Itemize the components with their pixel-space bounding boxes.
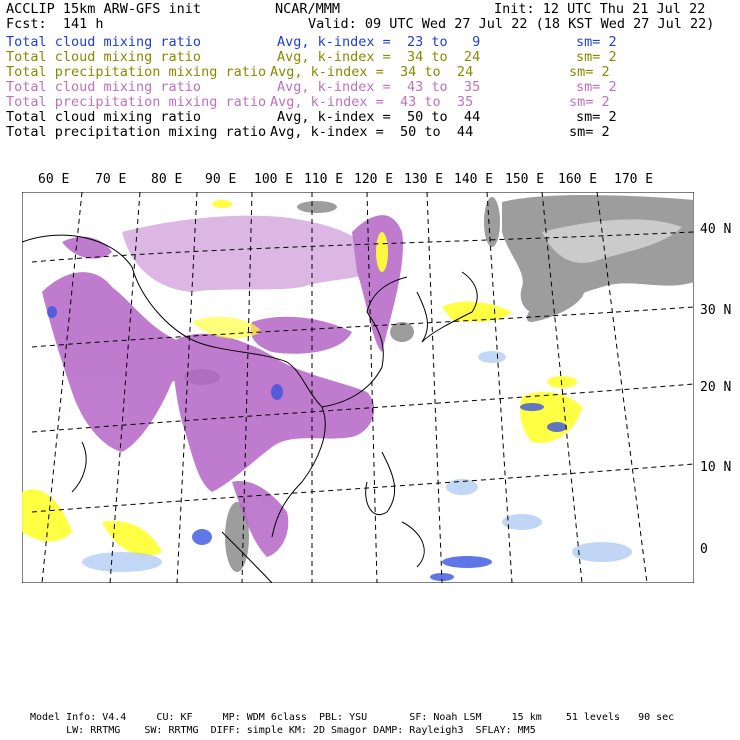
lon-label-70e: 70 E <box>95 172 127 187</box>
legend-avg-5: Avg, k-index = 43 to 35 <box>270 94 474 110</box>
legend-sm-4: sm= 2 <box>576 79 617 95</box>
lon-label-120e: 120 E <box>354 172 394 187</box>
legend-field-6: Total cloud mixing ratio <box>6 109 202 125</box>
lat-label-20n: 20 N <box>700 380 732 395</box>
legend-sm-3: sm= 2 <box>569 64 610 80</box>
legend-avg-1: Avg, k-index = 23 to 9 <box>277 34 481 50</box>
lat-label-10n: 10 N <box>700 460 732 475</box>
legend-sm-6: sm= 2 <box>576 109 617 125</box>
lon-label-130e: 130 E <box>404 172 444 187</box>
lon-label-140e: 140 E <box>454 172 494 187</box>
model-info-line-2: LW: RRTMG SW: RRTMG DIFF: simple KM: 2D Smagor DAMP: Rayleigh3 SFLAY: MM5 <box>30 725 536 736</box>
legend-avg-6: Avg, k-index = 50 to 44 <box>277 109 481 125</box>
legend-avg-3: Avg, k-index = 34 to 24 <box>270 64 474 80</box>
lon-label-80e: 80 E <box>151 172 183 187</box>
legend-field-2: Total cloud mixing ratio <box>6 49 202 65</box>
org-label: NCAR/MMM <box>275 1 341 17</box>
valid-time: Valid: 09 UTC Wed 27 Jul 22 (18 KST Wed 27 Jul 22) <box>308 16 715 32</box>
legend-field-5: Total precipitation mixing ratio <box>6 94 267 110</box>
legend-field-7: Total precipitation mixing ratio <box>6 124 267 140</box>
legend-field-4: Total cloud mixing ratio <box>6 79 202 95</box>
lon-label-110e: 110 E <box>304 172 344 187</box>
lon-label-170e: 170 E <box>614 172 654 187</box>
lat-label-40n: 40 N <box>700 222 732 237</box>
model-title: ACCLIP 15km ARW-GFS init <box>6 1 202 17</box>
init-time: Init: 12 UTC Thu 21 Jul 22 <box>494 1 706 17</box>
legend-sm-5: sm= 2 <box>569 94 610 110</box>
legend-sm-7: sm= 2 <box>569 124 610 140</box>
legend-sm-2: sm= 2 <box>576 49 617 65</box>
legend-avg-4: Avg, k-index = 43 to 35 <box>277 79 481 95</box>
legend-sm-1: sm= 2 <box>576 34 617 50</box>
lat-label-30n: 30 N <box>700 303 732 318</box>
model-info-line-1: Model Info: V4.4 CU: KF MP: WDM 6class PBL: YSU SF: Noah LSM 15 km 51 levels 90 sec <box>30 712 675 723</box>
legend-field-1: Total cloud mixing ratio <box>6 34 202 50</box>
legend-avg-7: Avg, k-index = 50 to 44 <box>270 124 474 140</box>
lon-label-150e: 150 E <box>505 172 545 187</box>
forecast-map <box>22 192 694 583</box>
lon-label-90e: 90 E <box>205 172 237 187</box>
forecast-hour: Fcst: 141 h <box>6 16 104 32</box>
lat-label-0: 0 <box>700 542 708 557</box>
lon-label-100e: 100 E <box>254 172 294 187</box>
legend-field-3: Total precipitation mixing ratio <box>6 64 267 80</box>
lon-label-60e: 60 E <box>38 172 70 187</box>
legend-avg-2: Avg, k-index = 34 to 24 <box>277 49 481 65</box>
lon-label-160e: 160 E <box>558 172 598 187</box>
